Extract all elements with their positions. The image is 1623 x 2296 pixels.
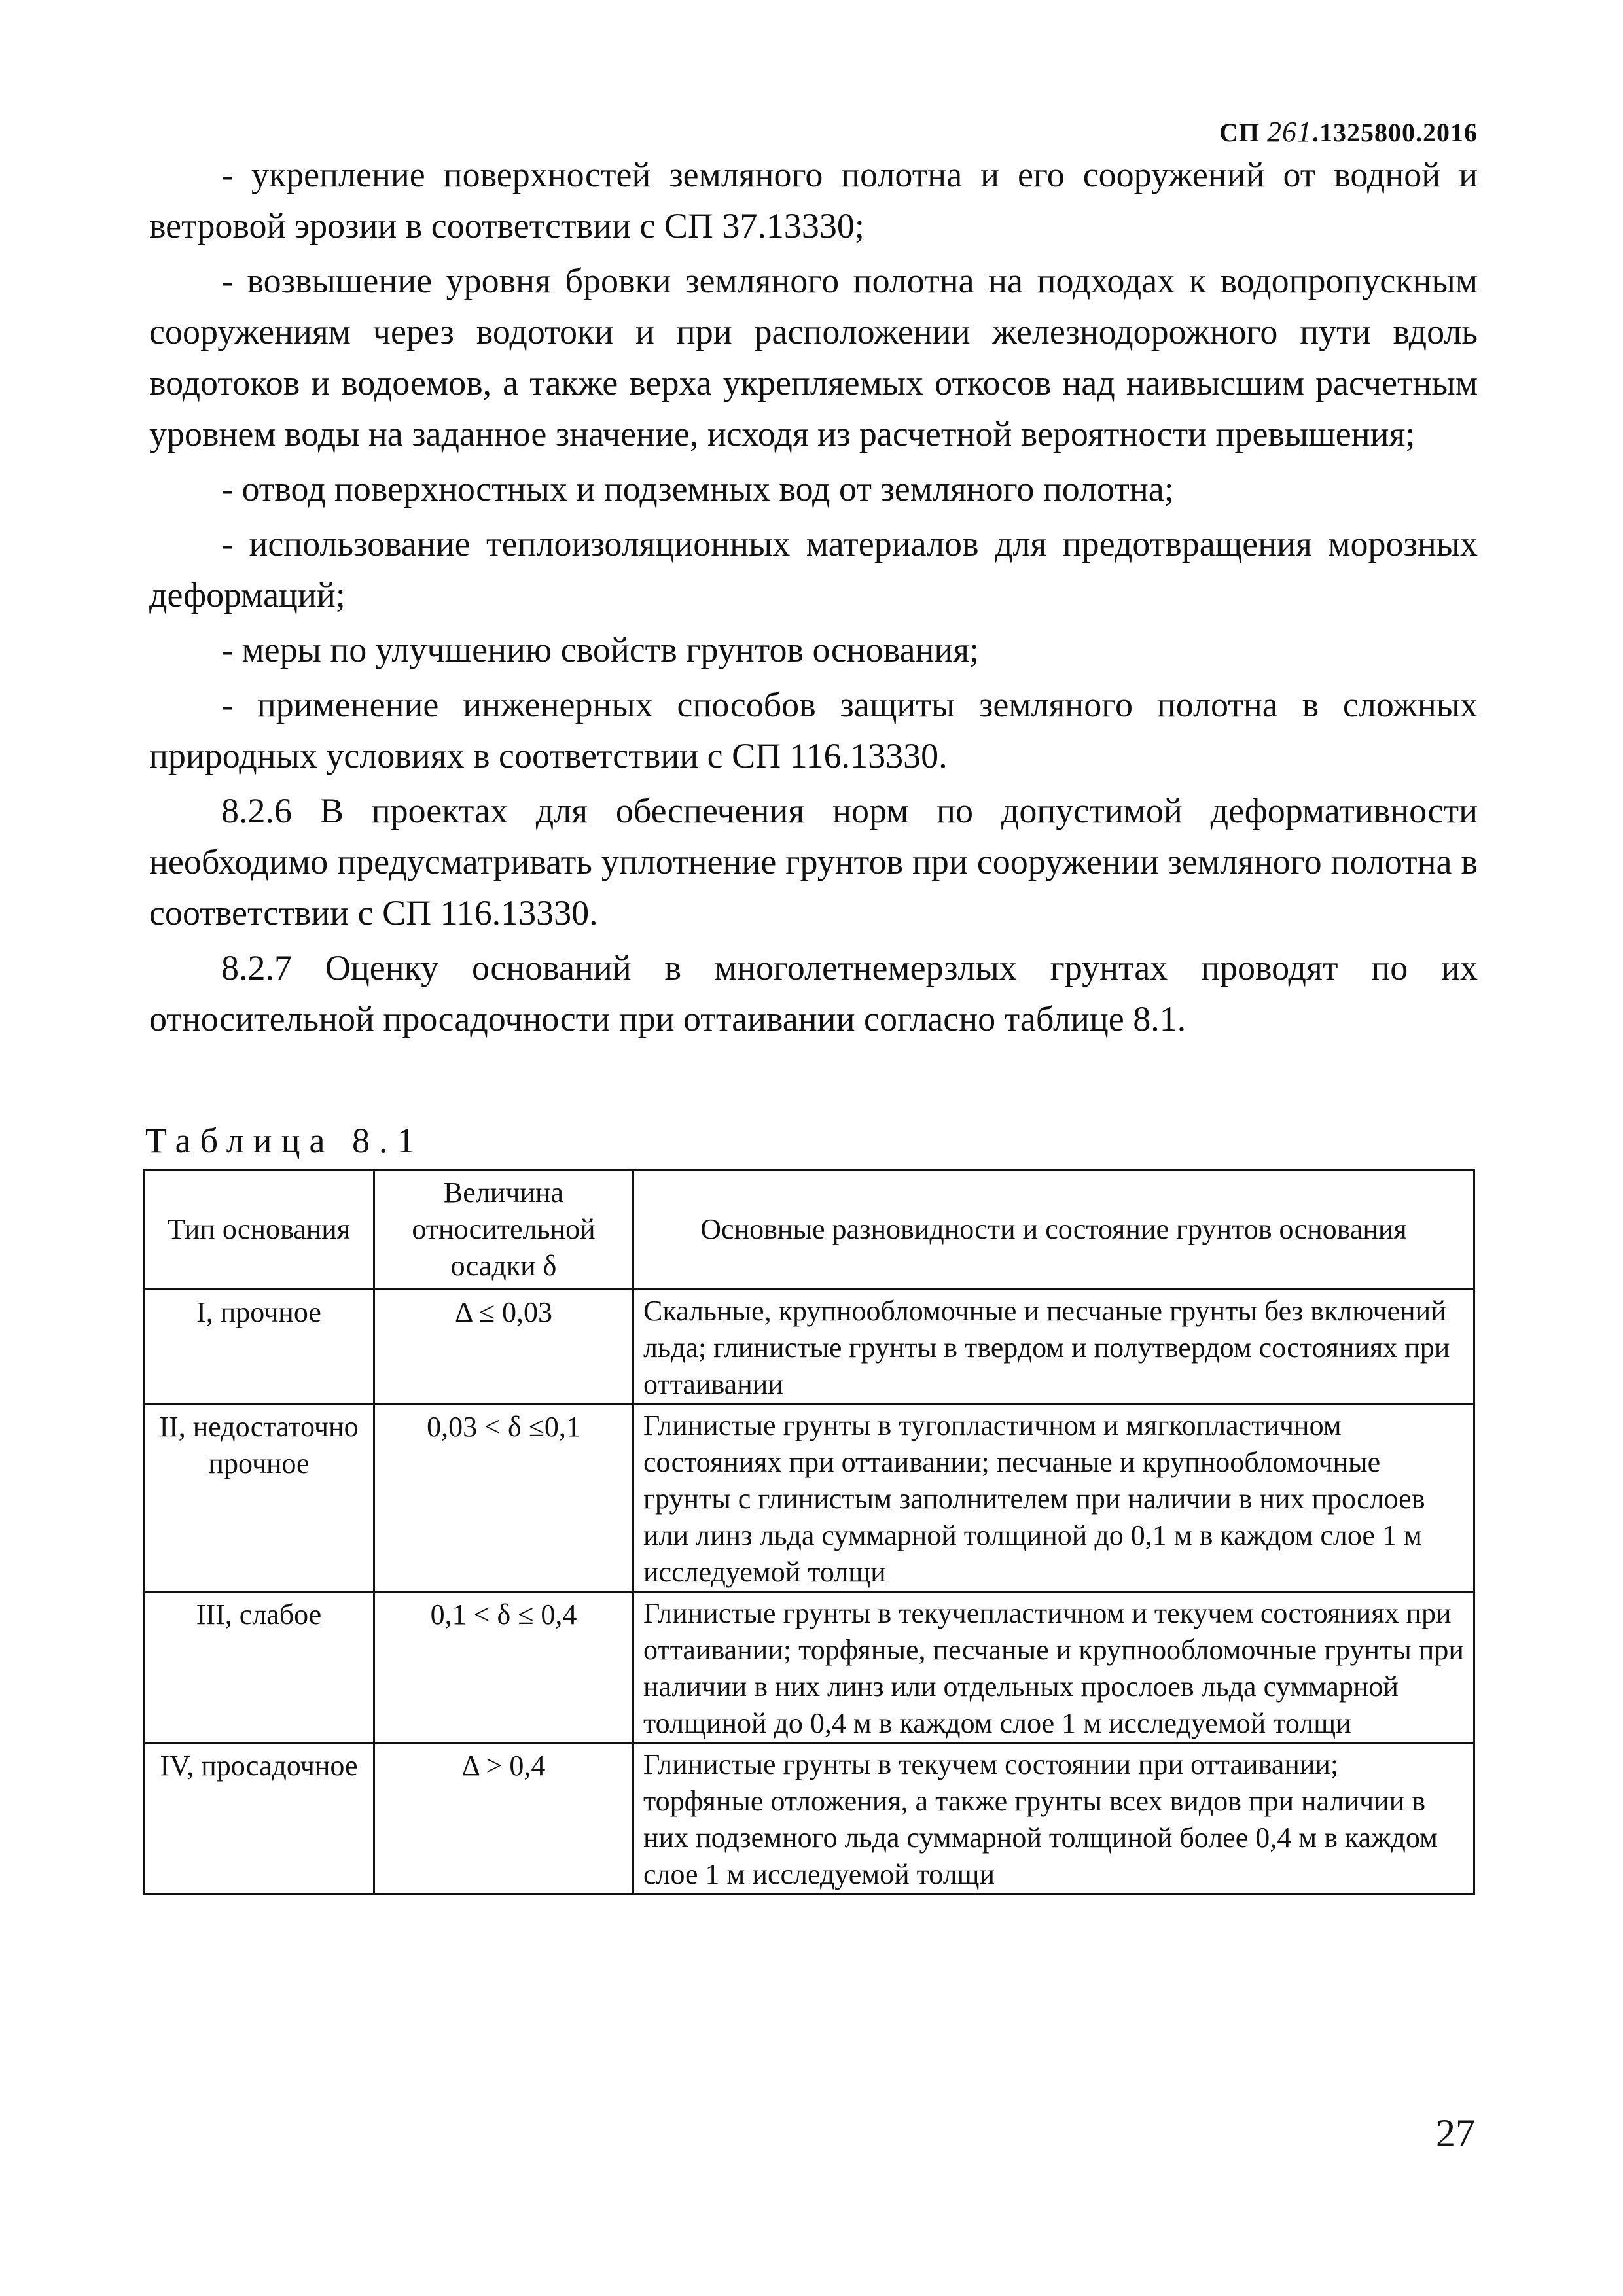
cell-type: IV, просадочное xyxy=(144,1743,374,1894)
cell-type: III, слабое xyxy=(144,1592,374,1743)
code-suffix: .1325800.2016 xyxy=(1312,118,1478,147)
paragraph: - возвышение уровня бровки земляного полотна на подходах к водопропускным сооружениям через водотоки и при расположении железнодорожного пути вдоль водотоков и водоемов, а также верха укрепляемых откосов над наивысшим расчетным уровнем воды на заданное значение, исходя из расчетной вероятности превышения; xyxy=(149,261,1478,453)
page-number: 27 xyxy=(1436,2111,1475,2155)
paragraph: - отвод поверхностных и подземных вод от земляного полотна; xyxy=(221,469,1174,508)
body-text xyxy=(149,149,1478,1044)
handwritten-number: 261 xyxy=(1267,116,1312,148)
table-row xyxy=(144,1290,1474,1404)
document-code xyxy=(1219,115,1478,149)
cell-description: Глинистые грунты в текучепластичном и текучем состояниях при оттаивании; торфяные, песчаные и крупнообломочные грунты при наличии в них линз или отдельных прослоев льда суммарной толщиной до 0,4 м в каждом слое 1 м исследуемой толщи xyxy=(633,1592,1474,1743)
cell-description: Глинистые грунты в тугопластичном и мягкопластичном состояниях при оттаивании; песчаные и крупнообломочные грунты с глинистым заполнителем при наличии в них прослоев или линз льда суммарной толщиной до 0,1 м в каждом слое 1 м исследуемой толщи xyxy=(633,1404,1474,1592)
cell-type: II, недостаточно прочное xyxy=(144,1404,374,1592)
cell-settlement: 0,1 < δ ≤ 0,4 xyxy=(374,1592,633,1743)
table-row xyxy=(144,1404,1474,1592)
cell-description: Скальные, крупнообломочные и песчаные грунты без включений льда; глинистые грунты в твердом и полутвердом состояниях при оттаивании xyxy=(633,1290,1474,1404)
table-row xyxy=(144,1592,1474,1743)
table-caption: Таблица 8.1 xyxy=(145,1121,424,1160)
cell-type: I, прочное xyxy=(144,1290,374,1404)
header-cell-description: Основные разновидности и состояние грунтов основания xyxy=(633,1170,1474,1290)
paragraph: - применение инженерных способов защиты земляного полотна в сложных природных условиях в соответствии с СП 116.13330. xyxy=(149,685,1478,775)
paragraph: - укрепление поверхностей земляного полотна и его сооружений от водной и ветровой эрозии в соответствии с СП 37.13330; xyxy=(149,155,1478,245)
paragraph: - меры по улучшению свойств грунтов основания; xyxy=(221,630,980,669)
cell-settlement: Δ ≤ 0,03 xyxy=(374,1290,633,1404)
code-prefix: СП xyxy=(1219,118,1260,147)
settlement-table xyxy=(143,1169,1475,1895)
cell-settlement: Δ > 0,4 xyxy=(374,1743,633,1894)
header-cell-settlement: Величина относительной осадки δ xyxy=(374,1170,633,1290)
table-header-row xyxy=(144,1170,1474,1290)
table-row xyxy=(144,1743,1474,1894)
cell-settlement: 0,03 < δ ≤0,1 xyxy=(374,1404,633,1592)
paragraph: - использование теплоизоляционных материалов для предотвращения морозных деформаций; xyxy=(149,524,1478,614)
paragraph: 8.2.6 В проектах для обеспечения норм по допустимой деформативности необходимо предусматривать уплотнение грунтов при сооружении земляного полотна в соответствии с СП 116.13330. xyxy=(149,791,1478,932)
header-cell-type: Тип основания xyxy=(144,1170,374,1290)
cell-description: Глинистые грунты в текучем состоянии при оттаивании; торфяные отложения, а также грунты всех видов при наличии в них подземного льда суммарной толщиной более 0,4 м в каждом слое 1 м исследуемой толщи xyxy=(633,1743,1474,1894)
paragraph: 8.2.7 Оценку оснований в многолетнемерзлых грунтах проводят по их относительной просадочности при оттаивании согласно таблице 8.1. xyxy=(149,948,1478,1038)
